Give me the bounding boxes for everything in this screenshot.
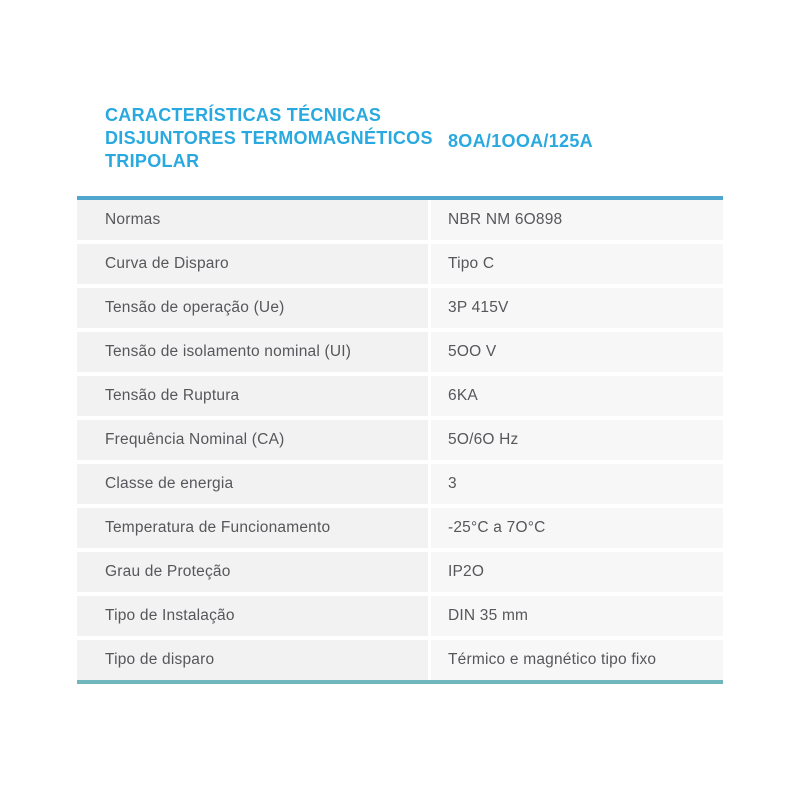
table-row [77, 200, 723, 240]
table-row [77, 464, 723, 504]
title-line-1: CARACTERÍSTICAS TÉCNICAS [105, 105, 382, 125]
spec-value: 5O/6O Hz [431, 420, 723, 460]
table-row [77, 596, 723, 636]
table-row [77, 420, 723, 460]
spec-value: NBR NM 6O898 [431, 200, 723, 240]
table-row [77, 332, 723, 372]
spec-label: Tensão de isolamento nominal (UI) [77, 332, 428, 372]
spec-label: Normas [77, 200, 428, 240]
spec-table [77, 196, 723, 684]
spec-label: Tensão de Ruptura [77, 376, 428, 416]
title-line-3: TRIPOLAR [105, 151, 200, 171]
spec-value: 3P 415V [431, 288, 723, 328]
page-title [105, 104, 433, 173]
spec-value: Tipo C [431, 244, 723, 284]
table-row [77, 508, 723, 548]
spec-label: Tipo de disparo [77, 640, 428, 680]
spec-value: DIN 35 mm [431, 596, 723, 636]
spec-label: Curva de Disparo [77, 244, 428, 284]
title-line-2: DISJUNTORES TERMOMAGNÉTICOS [105, 128, 433, 148]
spec-label: Temperatura de Funcionamento [77, 508, 428, 548]
table-row [77, 376, 723, 416]
spec-label: Classe de energia [77, 464, 428, 504]
spec-value: -25°C a 7O°C [431, 508, 723, 548]
table-row [77, 640, 723, 680]
spec-label: Tipo de Instalação [77, 596, 428, 636]
spec-label: Grau de Proteção [77, 552, 428, 592]
spec-label: Frequência Nominal (CA) [77, 420, 428, 460]
spec-value: Térmico e magnético tipo fixo [431, 640, 723, 680]
spec-label: Tensão de operação (Ue) [77, 288, 428, 328]
amperage-rating: 8OA/1OOA/125A [448, 131, 593, 151]
table-row [77, 244, 723, 284]
spec-value: IP2O [431, 552, 723, 592]
spec-value: 6KA [431, 376, 723, 416]
table-row [77, 288, 723, 328]
spec-value: 5OO V [431, 332, 723, 372]
spec-value: 3 [431, 464, 723, 504]
table-row [77, 552, 723, 592]
